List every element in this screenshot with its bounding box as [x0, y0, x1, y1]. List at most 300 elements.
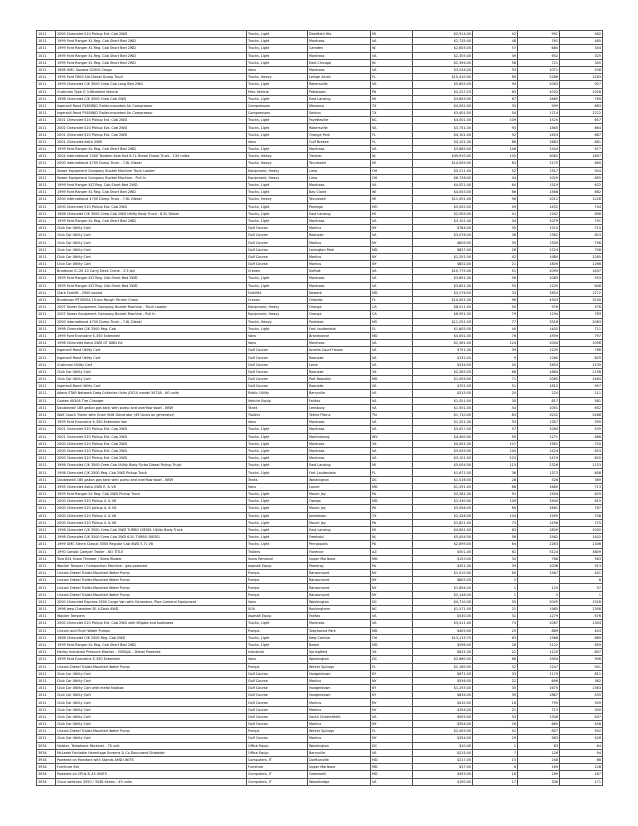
item-description-cell: 1999 Ford Ranger XL Reg. Cab Short Bed 2WD [56, 217, 247, 224]
price-cell: $809.00 [413, 239, 473, 246]
table-row [37, 577, 603, 584]
visitors-cell: 1306 [560, 541, 603, 548]
views-cell: 1452 [518, 203, 560, 210]
bids-cell: 40 [473, 325, 518, 332]
price-cell: $4,601.00 [413, 526, 473, 533]
table-row [37, 426, 603, 433]
visitors-cell: 500 [560, 706, 603, 713]
city-cell: Marilus [308, 261, 371, 268]
views-cell: 1122 [518, 641, 560, 648]
views-cell: 1300 [518, 239, 560, 246]
item-description-cell: 1995 Ford F800 S/A Diesel Dump Truck [56, 74, 247, 81]
state-cell: MD [371, 483, 413, 490]
bids-cell: 73 [473, 620, 518, 627]
account-code-cell: 1011 [37, 311, 56, 318]
state-cell: VA [371, 649, 413, 656]
bids-cell: 41 [473, 210, 518, 217]
views-cell: 1809 [518, 526, 560, 533]
account-code-cell: 1011 [37, 153, 56, 160]
city-cell: Marilus [308, 721, 371, 728]
account-code-cell: 1011 [37, 296, 56, 303]
table-row [37, 38, 603, 45]
visitors-cell: 713 [560, 483, 603, 490]
bids-cell: 50 [473, 304, 518, 311]
visitors-cell: 562 [560, 31, 603, 38]
city-cell: Fairfax [308, 613, 371, 620]
city-cell: Freehold [308, 534, 371, 541]
state-cell: TX [371, 110, 413, 117]
visitors-cell: 924 [560, 167, 603, 174]
visitors-cell: 592 [560, 728, 603, 735]
price-cell: $1,251.00 [413, 419, 473, 426]
category-cell: Asphalt Equip [247, 613, 308, 620]
visitors-cell: 687 [560, 131, 603, 138]
item-description-cell: 2000 Chevrolet S10 Pickup Ext. Cab 2WD [56, 455, 247, 462]
bids-cell: 16 [473, 699, 518, 706]
category-cell: Golf Course [247, 721, 308, 728]
bids-cell: 63 [473, 526, 518, 533]
visitors-cell: 1402 [560, 534, 603, 541]
table-row [37, 656, 603, 663]
visitors-cell: 881 [560, 138, 603, 145]
bids-cell: 54 [473, 110, 518, 117]
views-cell: 1904 [518, 656, 560, 663]
views-cell: 2562 [518, 534, 560, 541]
table-row [37, 713, 603, 720]
state-cell: NY [371, 706, 413, 713]
account-code-cell: 1011 [37, 447, 56, 454]
bids-cell: 20 [473, 390, 518, 397]
item-description-cell: Club Car Utility Cart [56, 253, 247, 260]
views-cell: 999 [518, 102, 560, 109]
bids-cell: 76 [473, 332, 518, 339]
visitors-cell: 344 [560, 45, 603, 52]
state-cell: NY [371, 261, 413, 268]
views-cell: 1170 [518, 160, 560, 167]
visitors-cell: 1156 [560, 368, 603, 375]
city-cell: Orange [308, 311, 371, 318]
city-cell: Camden [308, 45, 371, 52]
account-code-cell: 1011 [37, 699, 56, 706]
item-description-cell: Club Car Utility Cart with metal toolbox [56, 685, 247, 692]
account-code-cell: 1011 [37, 261, 56, 268]
views-cell: 1865 [518, 124, 560, 131]
state-cell: NJ [371, 45, 413, 52]
state-cell: MI [371, 196, 413, 203]
views-cell: 2012 [518, 196, 560, 203]
category-cell: Trucks, Light [247, 282, 308, 289]
table-row [37, 153, 603, 160]
city-cell: Marilus [308, 699, 371, 706]
visitors-cell: 811 [560, 670, 603, 677]
city-cell: East Lansing [308, 462, 371, 469]
category-cell: Trucks, Light [247, 325, 308, 332]
bids-cell: 63 [473, 634, 518, 641]
table-row [37, 462, 603, 469]
state-cell: VA [371, 447, 413, 454]
table-row [37, 181, 603, 188]
account-code-cell: 1011 [37, 656, 56, 663]
account-code-cell: 1011 [37, 627, 56, 634]
item-description-cell: Lincoln Diesel Trailer-Mounted Water Pump [56, 728, 247, 735]
views-cell: 1247 [518, 663, 560, 670]
table-row [37, 584, 603, 591]
table-row [37, 512, 603, 519]
item-description-cell: Harley Industrial Pressure Washer - 3000psi - Diesel Powered [56, 649, 247, 656]
bids-cell: 32 [473, 663, 518, 670]
visitors-cell: 1497 [560, 268, 603, 275]
account-code-cell: 1011 [37, 598, 56, 605]
views-cell: 1085 [518, 275, 560, 282]
visitors-cell: 1304 [560, 620, 603, 627]
visitors-cell: 620 [560, 455, 603, 462]
state-cell: VA [371, 232, 413, 239]
item-description-cell: 1999 Ford Ranger XL Reg. Cab Short Bed 2WD [56, 146, 247, 153]
city-cell: Deerfield Hts [308, 31, 371, 38]
item-description-cell: Club Car Utility Cart [56, 735, 247, 742]
item-description-cell: 1999 Ford Ranger XL Reg. Cab Short Bed 2WD [56, 45, 247, 52]
price-cell: $13,115.75 [413, 634, 473, 641]
visitors-cell: 1363 [560, 685, 603, 692]
item-description-cell: 2000 Chevrolet S10 Pickup Ext. Cab 2WD with liftgate and toolboxes [56, 620, 247, 627]
price-cell: $49,910.00 [413, 153, 473, 160]
price-cell: $1,654.20 [413, 584, 473, 591]
table-row [37, 706, 603, 713]
city-cell: Fayetteville [308, 117, 371, 124]
category-cell: Trucks, Light [247, 81, 308, 88]
visitors-cell: 783 [560, 311, 603, 318]
views-cell: 169 [518, 764, 560, 771]
category-cell: Trucks, Light [247, 620, 308, 627]
views-cell: 1032 [518, 88, 560, 95]
account-code-cell: 1011 [37, 340, 56, 347]
city-cell: Leesburg [308, 404, 371, 411]
city-cell: Washington [308, 656, 371, 663]
account-code-cell: 1011 [37, 534, 56, 541]
views-cell: 991 [518, 31, 560, 38]
price-cell: $2,394.00 [413, 59, 473, 66]
table-row [37, 771, 603, 778]
city-cell: Orange Park [308, 131, 371, 138]
visitors-cell: 535 [560, 426, 603, 433]
state-cell: VA [371, 390, 413, 397]
price-cell: $315.00 [413, 390, 473, 397]
item-description-cell: Cushman Utility Cart [56, 361, 247, 368]
city-cell: Newark [308, 289, 371, 296]
item-description-cell: 1998 Chevrolet C/K 3500 Crew Cab 2WD [56, 95, 247, 102]
bids-cell: 89 [473, 505, 518, 512]
views-cell: 248 [518, 756, 560, 763]
item-description-cell: 1999 Ford Econoline E-350 Extended [56, 656, 247, 663]
table-row [37, 562, 603, 569]
table-row [37, 210, 603, 217]
price-cell: $701.00 [413, 383, 473, 390]
item-description-cell: Lincoln Diesel Trailer-Mounted Water Pump [56, 577, 247, 584]
views-cell: 1504 [518, 491, 560, 498]
state-cell: MD [371, 289, 413, 296]
item-description-cell: 2000 Chevrolet S10 Pickup Ext. Cab 2WD [56, 31, 247, 38]
bids-cell: 71 [473, 376, 518, 383]
table-row [37, 606, 603, 613]
account-code-cell: 1011 [37, 74, 56, 81]
price-cell: $351.00 [413, 562, 473, 569]
views-cell: 2099 [518, 268, 560, 275]
visitors-cell: 791 [560, 217, 603, 224]
bids-cell: 61 [473, 548, 518, 555]
views-cell: 1665 [518, 95, 560, 102]
views-cell: 696 [518, 677, 560, 684]
city-cell: Marilus [308, 239, 371, 246]
state-cell: VA [371, 419, 413, 426]
bids-cell: 48 [473, 38, 518, 45]
views-cell: 1680 [518, 483, 560, 490]
visitors-cell: 128 [560, 764, 603, 771]
table-row [37, 548, 603, 555]
table-row [37, 376, 603, 383]
account-code-cell: 1011 [37, 304, 56, 311]
visitors-cell: 94 [560, 749, 603, 756]
state-cell: KY [371, 685, 413, 692]
state-cell: CA [371, 311, 413, 318]
account-code-cell: 1011 [37, 196, 56, 203]
views-cell: 1317 [518, 167, 560, 174]
views-cell: 2326 [518, 462, 560, 469]
price-cell: $2,305.00 [413, 52, 473, 59]
visitors-cell: 3809 [560, 548, 603, 555]
views-cell: 1402 [518, 325, 560, 332]
price-cell: $3,885.00 [413, 146, 473, 153]
bids-cell: 39 [473, 692, 518, 699]
views-cell: 1595 [518, 512, 560, 519]
views-cell: 306 [518, 778, 560, 785]
table-row [37, 692, 603, 699]
views-cell: 1683 [518, 138, 560, 145]
price-cell: $2,660.00 [413, 656, 473, 663]
state-cell: VA [371, 275, 413, 282]
bids-cell: 42 [473, 253, 518, 260]
item-description-cell: 1998 Chevrolet C/K 2500 Reg. Cab [56, 325, 247, 332]
views-cell: 1424 [518, 447, 560, 454]
state-cell: TX [371, 512, 413, 519]
state-cell: MD [371, 332, 413, 339]
category-cell: Trucks, Light [247, 512, 308, 519]
item-description-cell: 2001 Chevrolet S10 Pickup Ext. Cab 2WD [56, 433, 247, 440]
views-cell: 1474 [518, 455, 560, 462]
account-code-cell: 1011 [37, 541, 56, 548]
table-row [37, 59, 603, 66]
table-row [37, 411, 603, 418]
visitors-cell: 6 [560, 577, 603, 584]
city-cell: East Chicago [308, 59, 371, 66]
state-cell: NY [371, 225, 413, 232]
item-description-cell: Toro 824 Snow Thrower / Snow Blower [56, 555, 247, 562]
item-description-cell: 2000 Chevrolet S10 Pickup 4. & V6 [56, 512, 247, 519]
item-description-cell: 1998 Chevrolet C/K 3500 Crew Cab 2WD Utility Body Truck - 6.5L Diesel [56, 210, 247, 217]
bids-cell: 64 [473, 181, 518, 188]
visitors-cell: 211 [560, 390, 603, 397]
category-cell: Trucks, Light [247, 447, 308, 454]
visitors-cell: 796 [560, 239, 603, 246]
city-cell: Owego [308, 498, 371, 505]
bids-cell: 22 [473, 677, 518, 684]
state-cell: TX [371, 102, 413, 109]
table-row [37, 268, 603, 275]
views-cell: 768 [518, 555, 560, 562]
visitors-cell: 1 [560, 591, 603, 598]
category-cell: Vans [247, 66, 308, 73]
price-cell: $2,735.00 [413, 38, 473, 45]
state-cell: VA [371, 181, 413, 188]
state-cell: WI [371, 189, 413, 196]
item-description-cell: 2007 Sewer Equipment Company Bucket Machine - Truck Loader [56, 304, 247, 311]
category-cell: Golf Course [247, 677, 308, 684]
state-cell: VA [371, 397, 413, 404]
category-cell: Pumps [247, 584, 308, 591]
table-row [37, 677, 603, 684]
price-cell: $1,251.00 [413, 253, 473, 260]
state-cell: VA [371, 66, 413, 73]
bids-cell: 44 [473, 174, 518, 181]
bids-cell: 91 [473, 491, 518, 498]
city-cell: Florence [308, 548, 371, 555]
category-cell: Golf Course [247, 699, 308, 706]
account-code-cell: 1011 [37, 721, 56, 728]
price-cell: $354.00 [413, 706, 473, 713]
visitors-cell: 676 [560, 613, 603, 620]
visitors-cell: 389 [560, 476, 603, 483]
item-description-cell: Club Car Utility Cart [56, 713, 247, 720]
account-code-cell: 1011 [37, 577, 56, 584]
city-cell: Montross [308, 52, 371, 59]
item-description-cell: Club Car Utility Cart [56, 721, 247, 728]
price-cell: $556.00 [413, 677, 473, 684]
bids-cell: 35 [473, 225, 518, 232]
item-description-cell: 2002 Chevrolet S10 Pickup Ext. Cab 2WD [56, 124, 247, 131]
category-cell: Trucks, Light [247, 181, 308, 188]
visitors-cell: 662 [560, 189, 603, 196]
views-cell: 1036 [518, 562, 560, 569]
category-cell: Trucks, Light [247, 426, 308, 433]
category-cell: Trucks, Light [247, 189, 308, 196]
views-cell: 1362 [518, 232, 560, 239]
visitors-cell: 602 [560, 404, 603, 411]
account-code-cell: 1011 [37, 361, 56, 368]
account-code-cell: 1011 [37, 491, 56, 498]
visitors-cell: 1464 [560, 376, 603, 383]
bids-cell: 83 [473, 411, 518, 418]
price-cell: $334.00 [413, 361, 473, 368]
account-code-cell: 1011 [37, 181, 56, 188]
state-cell: MO [371, 203, 413, 210]
city-cell: Berryville [308, 749, 371, 756]
category-cell: Furniture [247, 764, 308, 771]
visitors-cell: 725 [560, 519, 603, 526]
account-code-cell: 1011 [37, 383, 56, 390]
visitors-cell: 653 [560, 447, 603, 454]
visitors-cell: 708 [560, 512, 603, 519]
account-code-cell: 1011 [37, 411, 56, 418]
table-row [37, 74, 603, 81]
views-cell: 665 [518, 721, 560, 728]
state-cell: VA [371, 52, 413, 59]
city-cell: Roanoke [308, 383, 371, 390]
table-row [37, 447, 603, 454]
account-code-cell: 1011 [37, 45, 56, 52]
city-cell: Upper Marlboro [308, 764, 371, 771]
bids-cell: 30 [473, 555, 518, 562]
city-cell: Port Republic [308, 376, 371, 383]
price-cell: $4,001.00 [413, 117, 473, 124]
account-code-cell: 3934 [37, 778, 56, 785]
item-description-cell: 2000 Chevrolet S10 Pickup 4. & V6 [56, 519, 247, 526]
price-cell: $671.00 [413, 670, 473, 677]
account-code-cell: 1011 [37, 246, 56, 253]
table-row [37, 189, 603, 196]
bids-cell: 49 [473, 52, 518, 59]
price-cell: $3,101.00 [413, 455, 473, 462]
account-code-cell: 1011 [37, 217, 56, 224]
state-cell: NY [371, 577, 413, 584]
category-cell: Trucks, Light [247, 634, 308, 641]
state-cell: NY [371, 239, 413, 246]
category-cell: Trailers [247, 411, 308, 418]
table-row [37, 261, 603, 268]
item-description-cell: Lincoln Diesel Trailer-Mounted Water Pump [56, 584, 247, 591]
bids-cell: 56 [473, 275, 518, 282]
price-cell: $4,101.00 [413, 131, 473, 138]
bids-cell: 40 [473, 361, 518, 368]
table-row [37, 167, 603, 174]
category-cell: Trucks, Light [247, 641, 308, 648]
bids-cell: 15 [473, 756, 518, 763]
views-cell: 1210 [518, 225, 560, 232]
state-cell: MI [371, 462, 413, 469]
bids-cell: 79 [473, 311, 518, 318]
table-row [37, 81, 603, 88]
views-cell: 2083 [518, 81, 560, 88]
category-cell: Trucks, Light [247, 146, 308, 153]
views-cell: 123 [518, 584, 560, 591]
table-row [37, 390, 603, 397]
item-description-cell: Ingersoll Rand Utility Cart [56, 347, 247, 354]
bids-cell: 21 [473, 706, 518, 713]
bids-cell: 55 [473, 598, 518, 605]
category-cell: Golf Course [247, 368, 308, 375]
views-cell: 1681 [518, 505, 560, 512]
bids-cell: 21 [473, 261, 518, 268]
category-cell: Pumps [247, 577, 308, 584]
category-cell: Trucks, Light [247, 534, 308, 541]
city-cell: Sexton [308, 110, 371, 117]
state-cell: VA [371, 217, 413, 224]
account-code-cell: 1011 [37, 404, 56, 411]
category-cell: Golf Course [247, 361, 308, 368]
visitors-cell: 1092 [560, 526, 603, 533]
item-description-cell: Club Car Utility Cart [56, 232, 247, 239]
bids-cell: 60 [473, 570, 518, 577]
visitors-cell: 657 [560, 117, 603, 124]
views-cell: 1084 [518, 426, 560, 433]
account-code-cell: 1011 [37, 462, 56, 469]
views-cell: 1587 [518, 570, 560, 577]
bids-cell: 39 [473, 347, 518, 354]
visitors-cell: 1266 [560, 261, 603, 268]
item-description-cell: Club Car Utility Cart [56, 692, 247, 699]
account-code-cell: 1011 [37, 110, 56, 117]
city-cell: Upper Marlboro [308, 555, 371, 562]
views-cell: 1456 [518, 519, 560, 526]
category-cell: Golf Course [247, 253, 308, 260]
